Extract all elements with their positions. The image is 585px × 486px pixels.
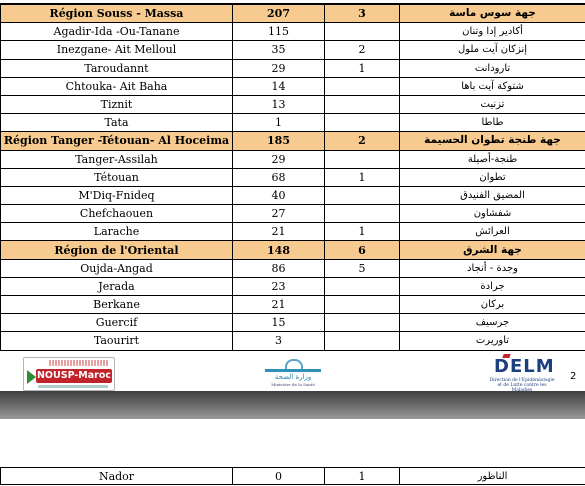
table-row: [1, 296, 585, 314]
province-name-ar: تزنيت: [400, 95, 585, 113]
region-row: [1, 5, 585, 23]
cases-count: 148: [233, 241, 325, 259]
nousp-logo: NOUSP-Maroc: [23, 357, 115, 391]
region-name-fr: Région Tanger -Tétouan- Al Hoceima: [1, 132, 233, 150]
page-number: 2: [570, 371, 577, 382]
region-name-ar: جهة سوس ماسة: [400, 5, 585, 23]
table-row: [1, 168, 585, 186]
deaths-count: [325, 23, 400, 41]
cases-count: 23: [233, 277, 325, 295]
deaths-count: 1: [325, 59, 400, 77]
province-name-fr: Taroudannt: [1, 59, 233, 77]
deaths-count: [325, 150, 400, 168]
province-name-fr: Nador: [1, 468, 233, 485]
province-name-fr: M'Diq-Fnideq: [1, 186, 233, 204]
province-name-fr: Taourirt: [1, 332, 233, 350]
province-name-fr: Tanger-Assilah: [1, 150, 233, 168]
province-name-ar: إنزكان آيت ملول: [400, 41, 585, 59]
region-name-ar: جهة طنجة تطوان الحسيمة: [400, 132, 585, 150]
deaths-count: [325, 296, 400, 314]
next-page: [0, 419, 585, 486]
table-row: [1, 95, 585, 113]
page-separator: [0, 391, 585, 419]
province-name-ar: تطوان: [400, 168, 585, 186]
region-row: [1, 132, 585, 150]
deaths-count: [325, 332, 400, 350]
cases-count: 207: [233, 5, 325, 23]
province-name-ar: شفشاون: [400, 205, 585, 223]
cases-count: 86: [233, 259, 325, 277]
deaths-count: 1: [325, 223, 400, 241]
cases-count: 21: [233, 223, 325, 241]
province-name-fr: Oujda-Angad: [1, 259, 233, 277]
region-name-ar: جهة الشرق: [400, 241, 585, 259]
deaths-count: [325, 314, 400, 332]
cases-table: [0, 4, 585, 351]
table-row: [1, 223, 585, 241]
province-name-ar: شتوكة آيت باها: [400, 77, 585, 95]
table-row: [1, 23, 585, 41]
province-name-ar: طنجة-أصيلة: [400, 150, 585, 168]
province-name-fr: Inezgane- Ait Melloul: [1, 41, 233, 59]
region-name-fr: Région Souss - Massa: [1, 5, 233, 23]
cases-table-continued: [0, 467, 585, 485]
cases-count: 21: [233, 296, 325, 314]
table-row: [1, 468, 585, 485]
province-name-ar: أكادير إدا وتنان: [400, 23, 585, 41]
table-row: [1, 186, 585, 204]
cases-count: 3: [233, 332, 325, 350]
province-name-fr: Tétouan: [1, 168, 233, 186]
deaths-count: 2: [325, 132, 400, 150]
ministry-logo: وزارة الصحة Ministère de la Santé: [262, 359, 324, 389]
deaths-count: [325, 95, 400, 113]
province-name-fr: Chtouka- Ait Baha: [1, 77, 233, 95]
cases-count: 1: [233, 114, 325, 132]
deaths-count: 1: [325, 168, 400, 186]
province-name-ar: الناظور: [400, 468, 585, 485]
province-name-fr: Agadir-Ida -Ou-Tanane: [1, 23, 233, 41]
cases-count: 68: [233, 168, 325, 186]
deaths-count: [325, 77, 400, 95]
province-name-ar: جرادة: [400, 277, 585, 295]
cases-count: 29: [233, 150, 325, 168]
deaths-count: 1: [325, 468, 400, 485]
province-name-ar: العرائش: [400, 223, 585, 241]
province-name-fr: Tiznit: [1, 95, 233, 113]
province-name-ar: المضيق الفنيدق: [400, 186, 585, 204]
cases-count: 29: [233, 59, 325, 77]
province-name-fr: Larache: [1, 223, 233, 241]
table-row: [1, 114, 585, 132]
cases-count: 0: [233, 468, 325, 485]
cases-count: 40: [233, 186, 325, 204]
cases-count: 13: [233, 95, 325, 113]
province-name-fr: Jerada: [1, 277, 233, 295]
table-row: [1, 205, 585, 223]
cases-count: 35: [233, 41, 325, 59]
province-name-ar: تاوريرت: [400, 332, 585, 350]
deaths-count: 5: [325, 259, 400, 277]
cases-count: 115: [233, 23, 325, 41]
deaths-count: 3: [325, 5, 400, 23]
cases-count: 27: [233, 205, 325, 223]
cases-count: 14: [233, 77, 325, 95]
table-row: [1, 59, 585, 77]
table-row: [1, 41, 585, 59]
deaths-count: [325, 114, 400, 132]
province-name-fr: Guercif: [1, 314, 233, 332]
province-name-fr: Tata: [1, 114, 233, 132]
cases-count: 185: [233, 132, 325, 150]
table-row: [1, 332, 585, 350]
table-row: [1, 277, 585, 295]
province-name-fr: Berkane: [1, 296, 233, 314]
province-name-ar: تارودانت: [400, 59, 585, 77]
deaths-count: [325, 277, 400, 295]
deaths-count: [325, 186, 400, 204]
deaths-count: 2: [325, 41, 400, 59]
province-name-ar: جرسيف: [400, 314, 585, 332]
region-name-fr: Région de l'Oriental: [1, 241, 233, 259]
cases-count: 15: [233, 314, 325, 332]
province-name-fr: Chefchaouen: [1, 205, 233, 223]
region-row: [1, 241, 585, 259]
province-name-ar: بركان: [400, 296, 585, 314]
deaths-count: [325, 205, 400, 223]
province-name-ar: وجدة - أنجاد: [400, 259, 585, 277]
table-row: [1, 314, 585, 332]
table-row: [1, 77, 585, 95]
province-name-ar: طاطا: [400, 114, 585, 132]
deaths-count: 6: [325, 241, 400, 259]
delm-logo: DELM Direction de l'Epidémiologie et de Lutte contre les: [489, 356, 555, 388]
table-row: [1, 150, 585, 168]
table-row: [1, 259, 585, 277]
page-footer: [0, 354, 585, 391]
